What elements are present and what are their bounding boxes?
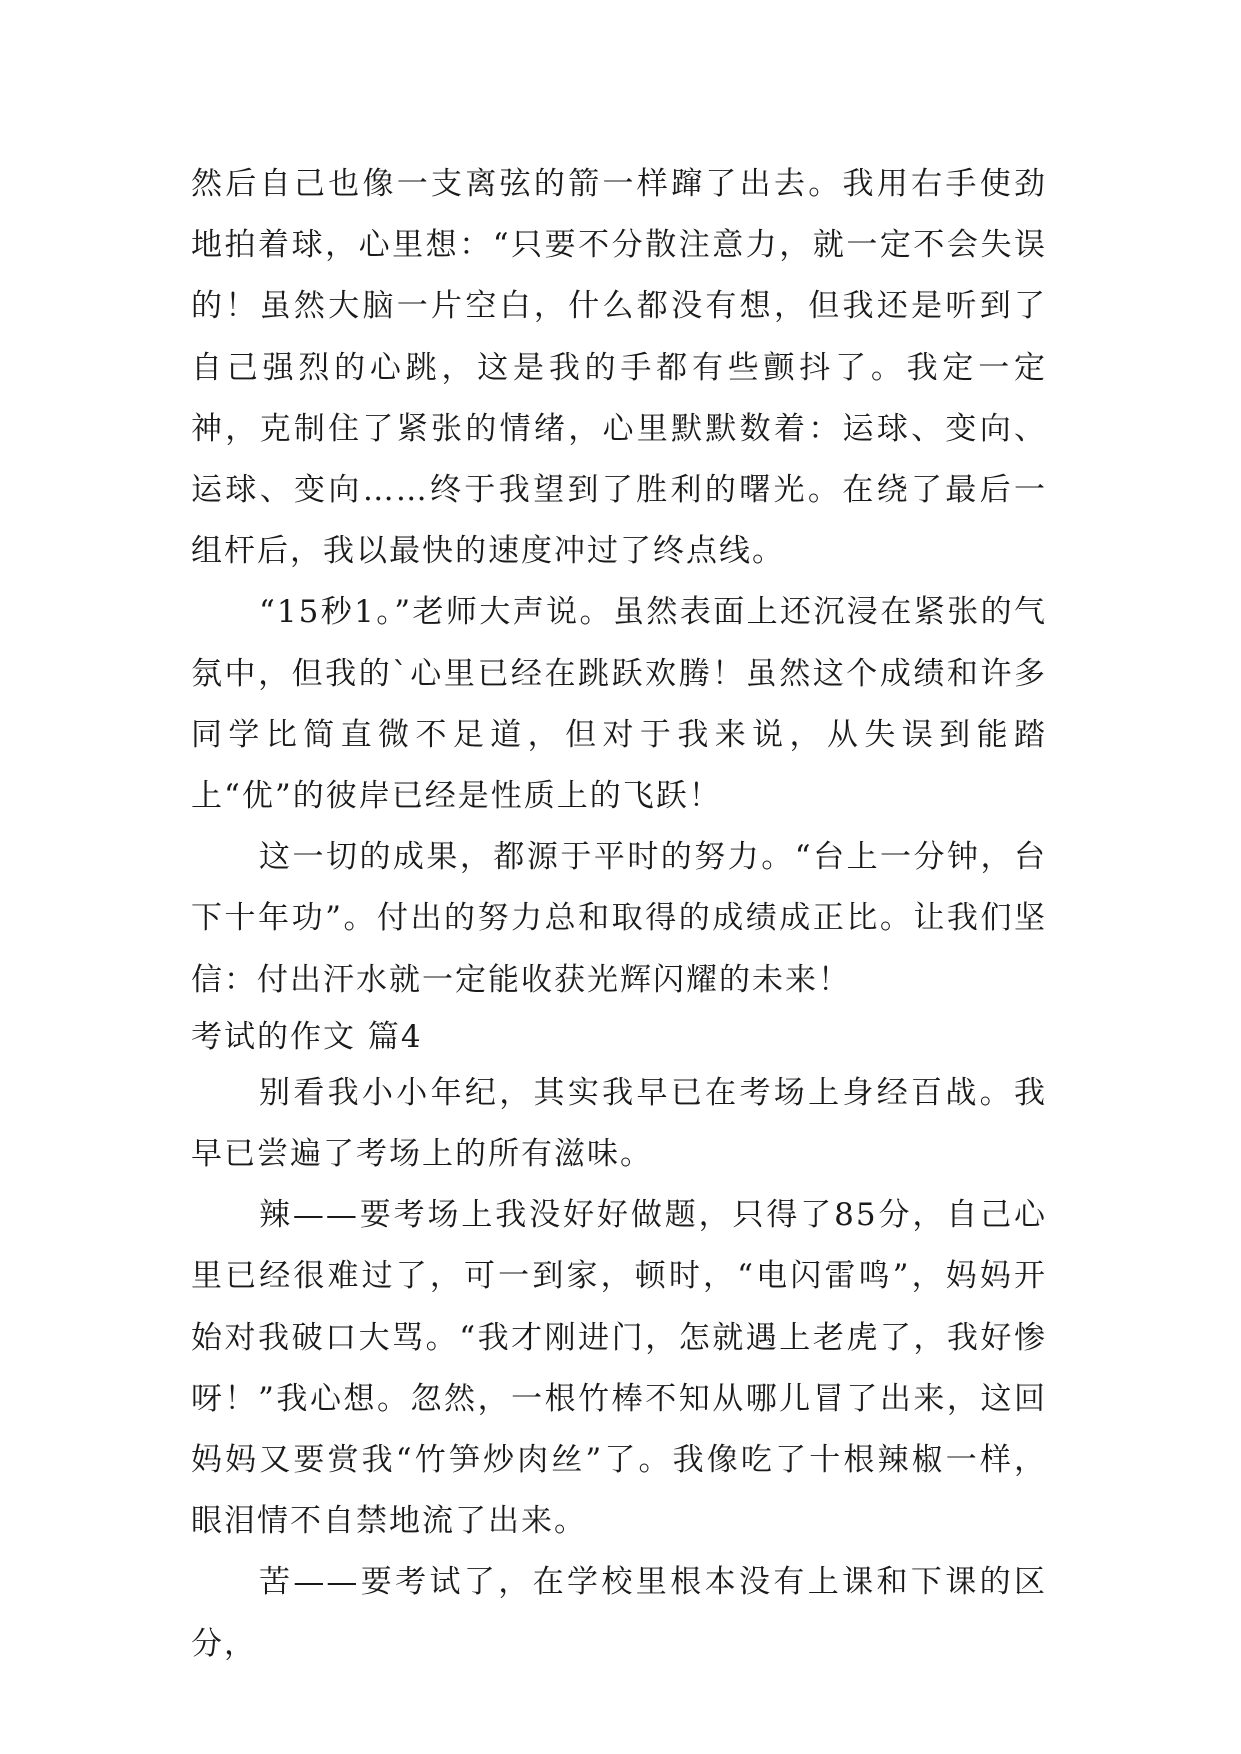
section-paragraph-1: 别看我小小年纪，其实我早已在考场上身经百战。我早已尝遍了考场上的所有滋味。: [191, 1074, 1047, 1173]
paragraph-3: 这一切的成果，都源于平时的努力。“台上一分钟，台下十年功”。付出的努力总和取得的成绩成正比。让我们坚信：付出汗水就一定能收获光辉闪耀的未来！: [191, 839, 1047, 998]
paragraph-1: 然后自己也像一支离弦的箭一样蹿了出去。我用右手使劲地拍着球，心里想：“只要不分散注意力，就一定不会失误的！虽然大脑一片空白，什么都没有想，但我还是听到了自己强烈的心跳，这是我的手都有些颤抖了。我定一定神，克制住了紧张的情绪，心里默默数着：运球、变向、运球、变向……终于我望到了胜利的曙光。在绕了最后一组杆后，我以最快的速度冲过了终点线。: [191, 166, 1047, 570]
section-paragraph-3: 苦——要考试了，在学校里根本没有上课和下课的区分，: [191, 1564, 1047, 1662]
document-body: [191, 154, 1047, 1675]
section-paragraph-2: 辣——要考场上我没好好做题，只得了85分，自己心里已经很难过了，可一到家，顿时，“电闪雷鸣”，妈妈开始对我破口大骂。“我才刚进门，怎就遇上老虎了，我好惨呀！”我心想。忽然，一根竹棒不知从哪儿冒了出来，这回妈妈又要赏我“竹笋炒肉丝”了。我像吃了十根辣椒一样，眼泪情不自禁地流了出来。: [191, 1197, 1047, 1540]
section-heading: 考试的作文 篇4: [191, 1018, 423, 1055]
paragraph-2: “15秒1。”老师大声说。虽然表面上还沉浸在紧张的气氛中，但我的`心里已经在跳跃欢腾！虽然这个成绩和许多同学比简直微不足道，但对于我来说，从失误到能踏上“优”的彼岸已经是性质上的飞跃！: [191, 594, 1047, 815]
